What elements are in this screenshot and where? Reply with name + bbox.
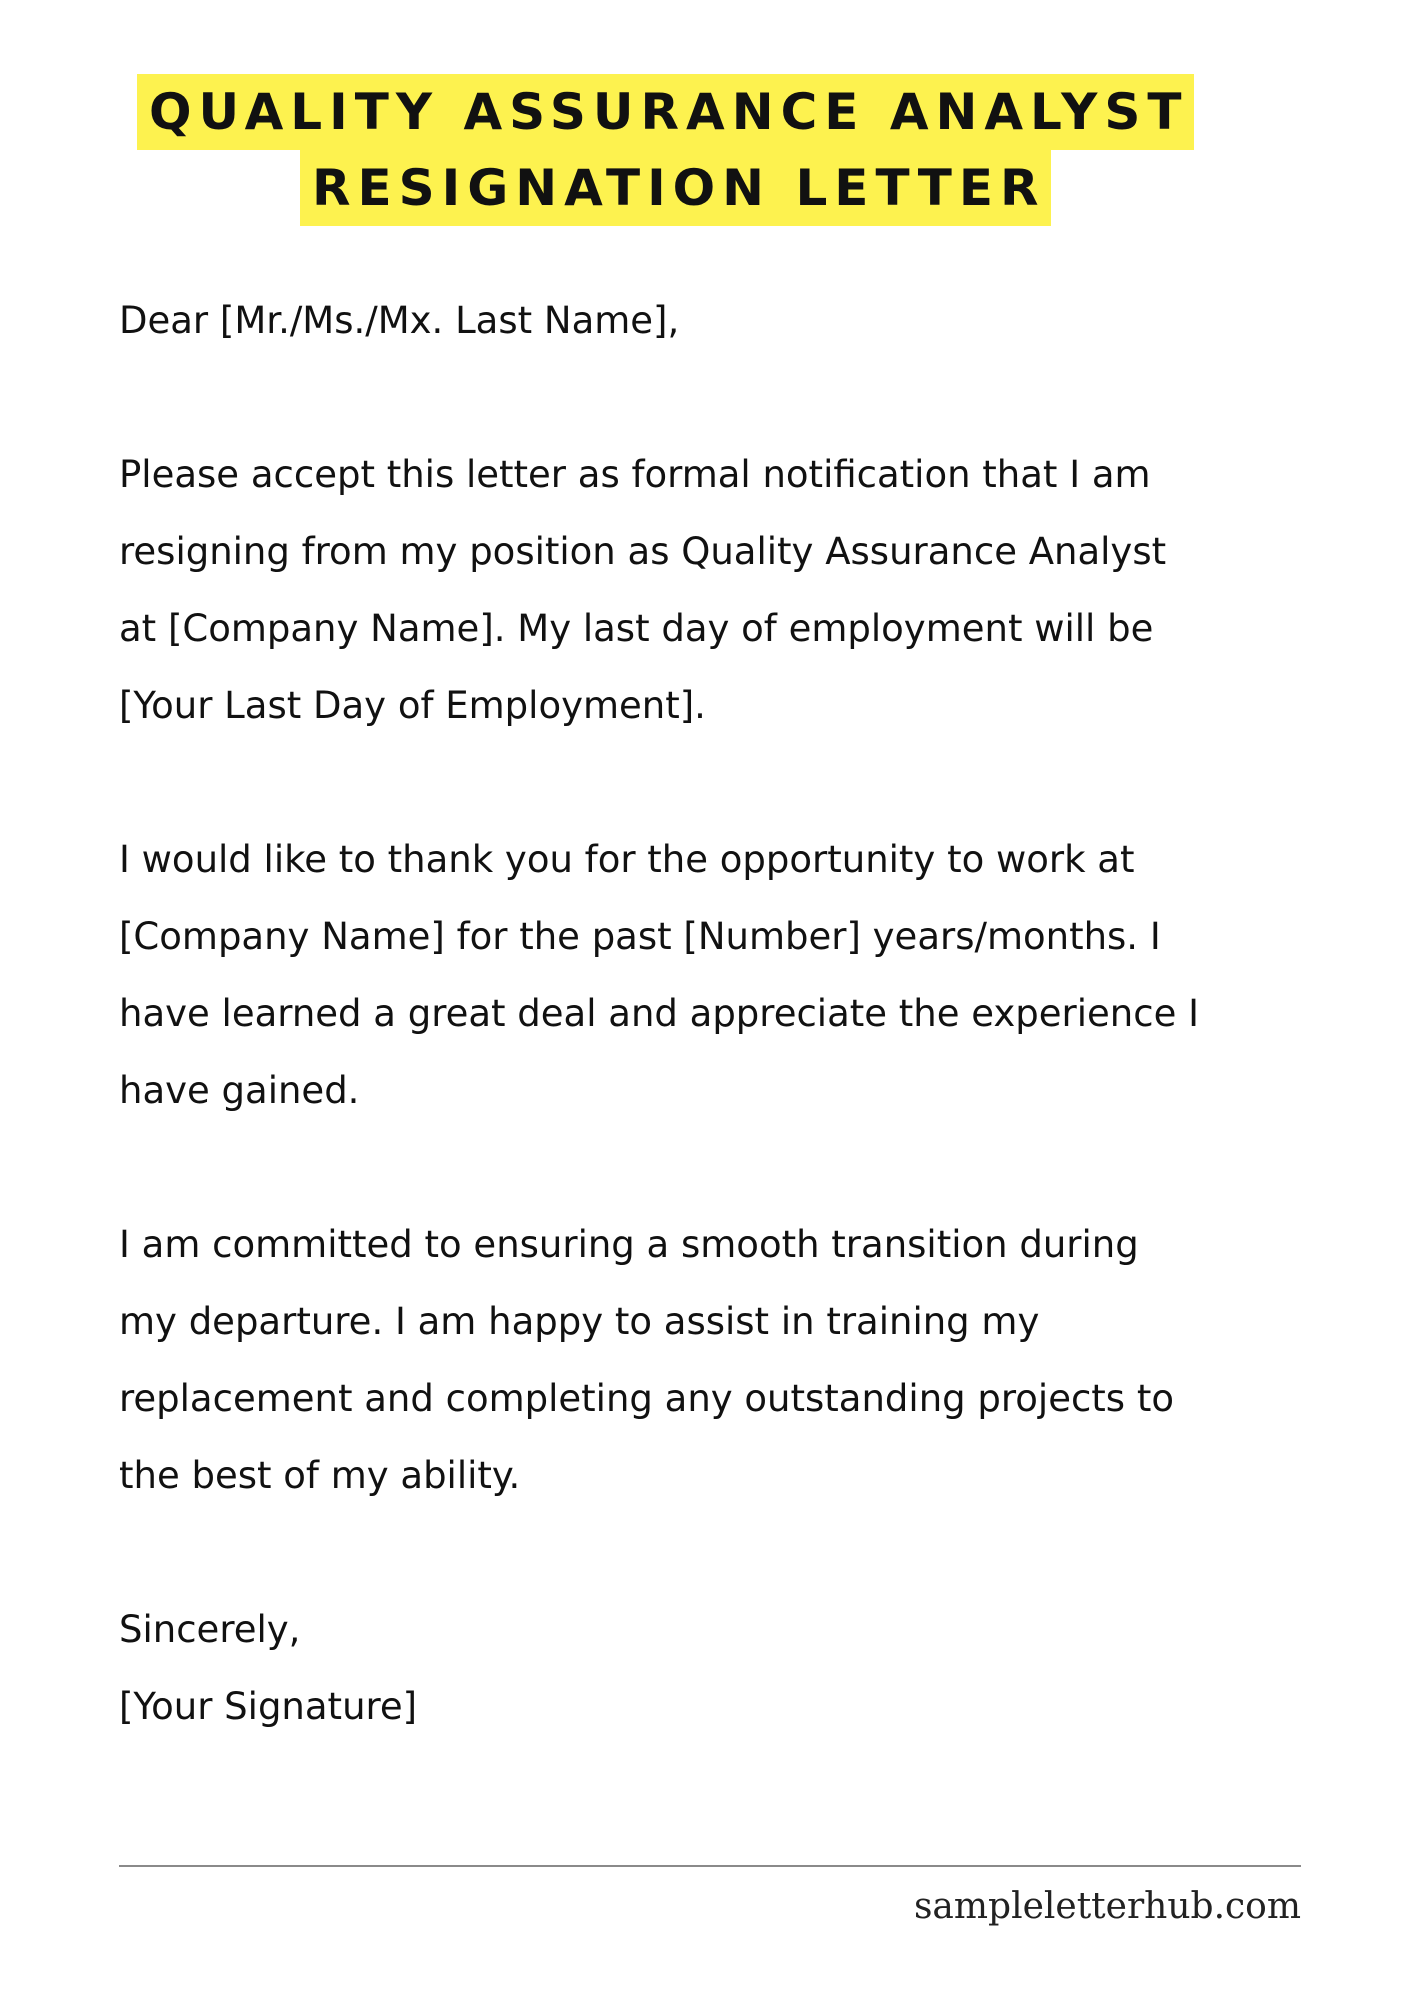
paragraph-line: the best of my ability. (119, 1454, 521, 1497)
signature-placeholder: [Your Signature] (119, 1685, 418, 1728)
title-line-2: RESIGNATION LETTER (300, 150, 1051, 226)
salutation: Dear [Mr./Ms./Mx. Last Name], (119, 299, 680, 342)
paragraph-line: [Your Last Day of Employment]. (119, 684, 706, 727)
footer-site[interactable]: sampleletterhub.com (913, 1886, 1301, 1927)
paragraph-line: replacement and completing any outstanding projects to (119, 1377, 1174, 1420)
paragraph-transition (119, 1206, 1359, 1514)
spacer (119, 1514, 1359, 1591)
paragraph-line: resigning from my position as Quality Assurance Analyst (119, 530, 1167, 573)
paragraph-line: [Company Name] for the past [Number] years/months. I (119, 915, 1161, 958)
spacer (119, 744, 1359, 821)
spacer (119, 1129, 1359, 1206)
paragraph-thanks (119, 821, 1359, 1129)
paragraph-line: I am committed to ensuring a smooth transition during (119, 1223, 1139, 1266)
paragraph-line: Please accept this letter as formal notification that I am (119, 453, 1151, 496)
spacer (119, 359, 1359, 436)
paragraph-line: my departure. I am happy to assist in training my (119, 1300, 1040, 1343)
title-line-1: QUALITY ASSURANCE ANALYST (137, 74, 1194, 150)
closing: Sincerely, (119, 1608, 301, 1651)
paragraph-line: have gained. (119, 1069, 360, 1112)
paragraph-line: have learned a great deal and appreciate the experience I (119, 992, 1200, 1035)
letter-body (119, 282, 1359, 1745)
paragraph-line: I would like to thank you for the opportunity to work at (119, 838, 1135, 881)
paragraph-notification (119, 436, 1359, 744)
footer-divider (119, 1865, 1301, 1867)
paragraph-line: at [Company Name]. My last day of employment will be (119, 607, 1154, 650)
